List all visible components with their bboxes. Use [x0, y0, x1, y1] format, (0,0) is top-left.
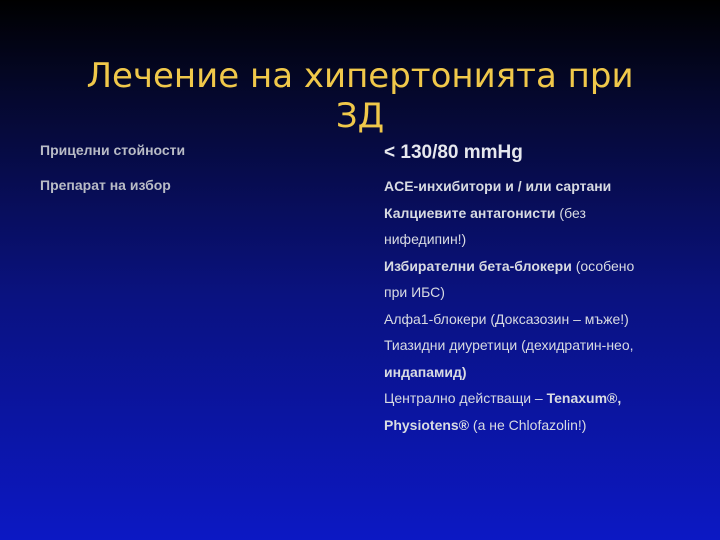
left-column [40, 142, 340, 212]
drug-physiotens-rest: (а не Chlofazolin!) [469, 416, 587, 433]
title-line-2: ЗД [335, 96, 385, 136]
drug-central-normal: Централно действащи – [384, 390, 547, 406]
drug-line-physiotens [384, 412, 714, 439]
target-values-label: Прицелни стойности [40, 142, 186, 158]
slide-title [40, 56, 680, 136]
drug-line-thiazide-cont: индапамид) [384, 363, 467, 380]
drug-calcium-rest: (без [555, 204, 586, 221]
drug-line-thiazide: Тиазидни диуретици (дехидратин-нео, [384, 337, 634, 353]
drug-physiotens-bold: Physiotens® [384, 416, 470, 433]
drug-beta-bold: Избирателни бета-блокери [384, 257, 572, 274]
drug-central-bold: Tenaxum®, [546, 390, 622, 406]
right-column [384, 140, 714, 438]
drug-beta-rest: (особено [571, 257, 635, 274]
drug-line-beta [384, 253, 714, 280]
drug-line-ace: ACE-инхибитори и / или сартани [384, 178, 612, 194]
drug-line-central [384, 385, 714, 412]
drug-line-beta-cont: при ИБС) [384, 284, 445, 300]
drug-line-alpha: Алфа1-блокери (Доксазозин – мъже!) [384, 310, 629, 327]
title-line-1: Лечение на хипертонията при [86, 56, 634, 96]
target-value: < 130/80 mmHg [384, 142, 523, 163]
drug-line-calcium-cont: нифедипин!) [384, 231, 467, 247]
drug-calcium-bold: Калциевите антагонисти [384, 204, 556, 221]
drug-line-calcium [384, 200, 714, 227]
drug-of-choice-label: Препарат на избор [40, 177, 171, 193]
